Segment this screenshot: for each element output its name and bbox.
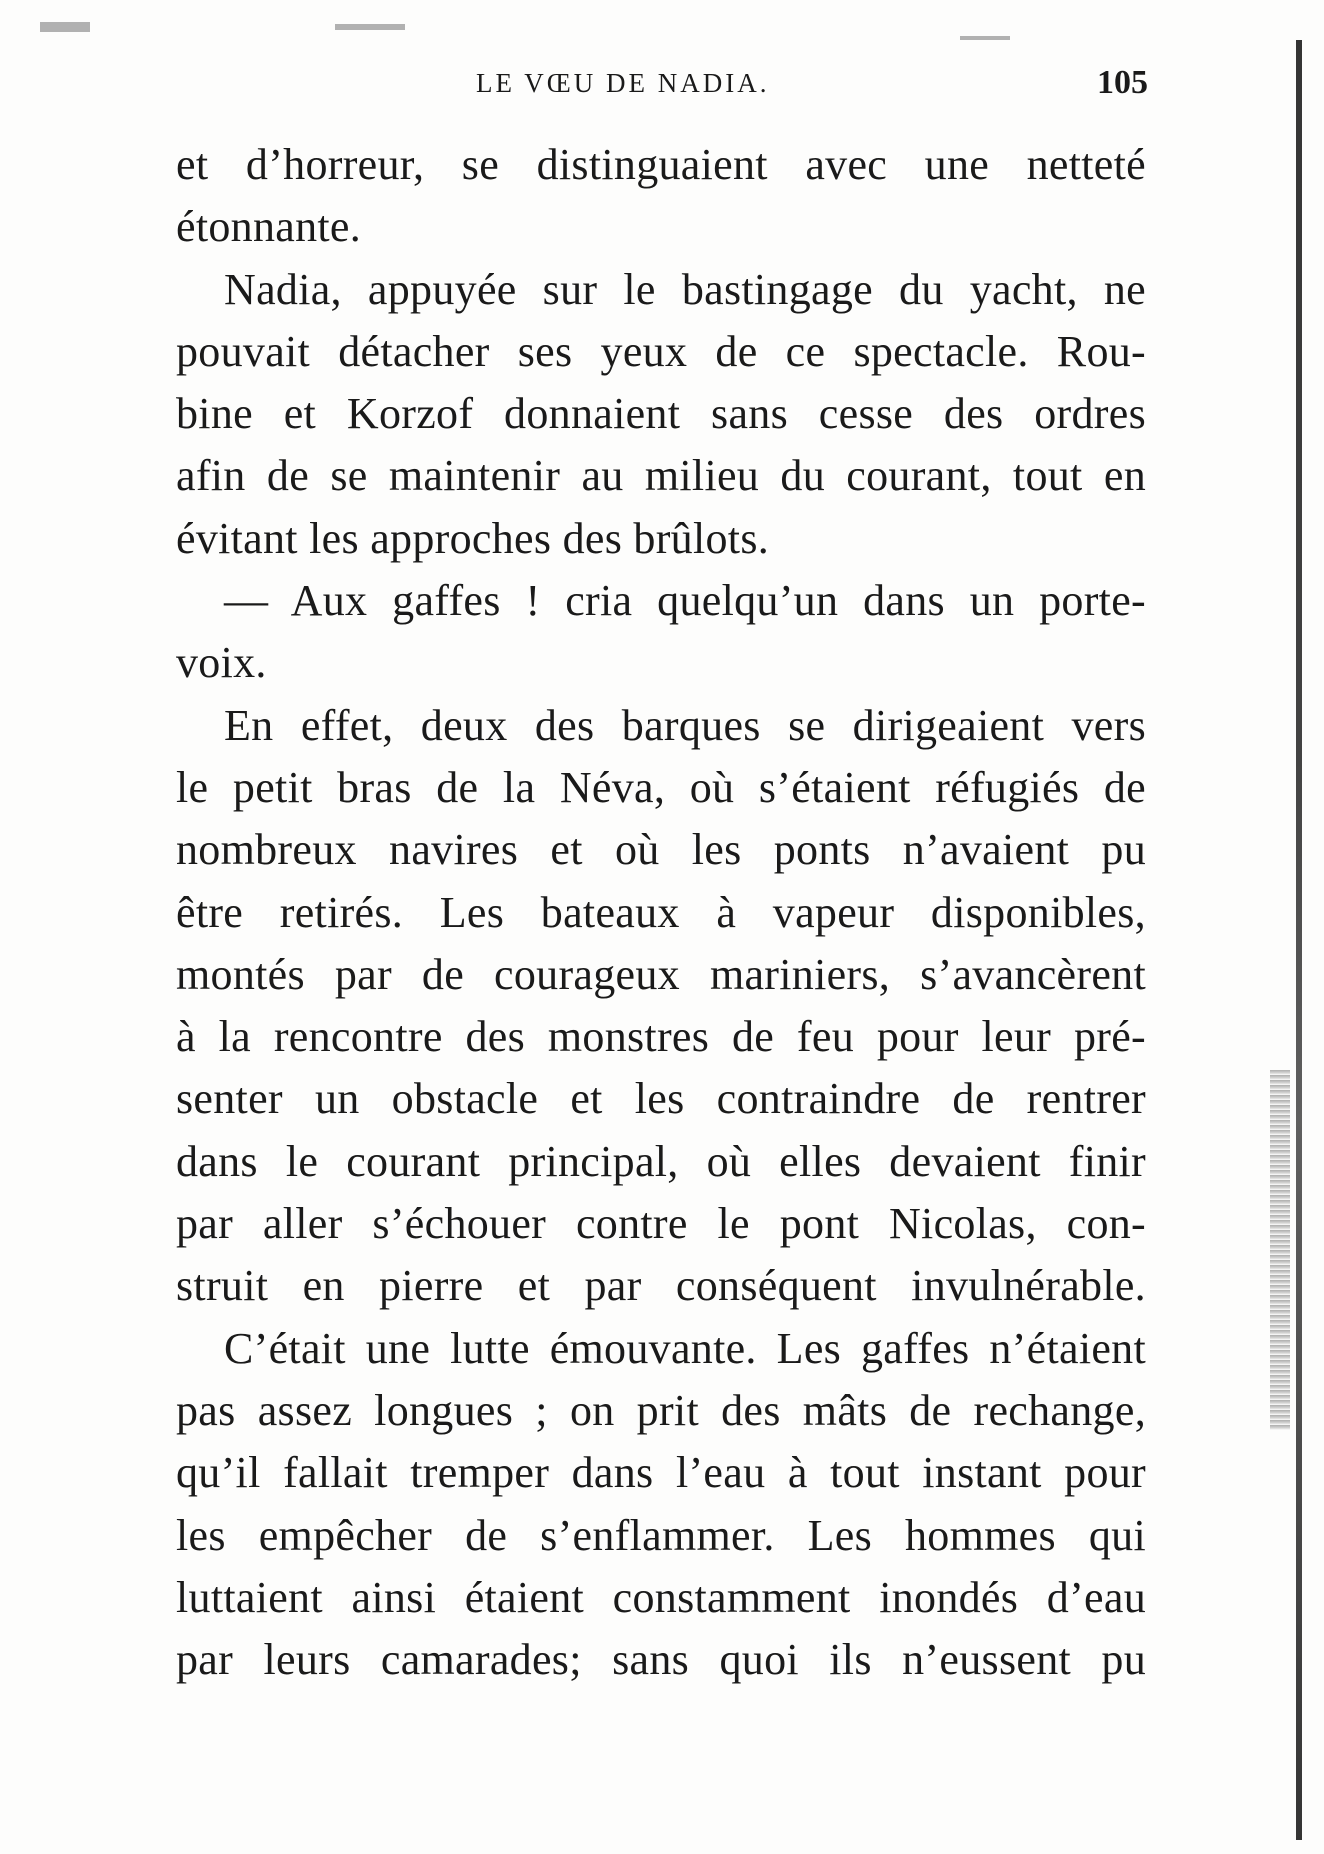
scan-smudge-top-left <box>40 22 90 32</box>
text-line: struit en pierre et par conséquent invulnérable. <box>176 1261 1146 1311</box>
running-head <box>176 64 1148 108</box>
text-line: C’était une lutte émouvante. Les gaffes n’étaient <box>224 1323 1146 1373</box>
text-line: par aller s’échouer contre le pont Nicolas, con- <box>176 1199 1146 1249</box>
text-line: les empêcher de s’enflammer. Les hommes qui <box>176 1510 1146 1560</box>
text-line: Nadia, appuyée sur le bastingage du yacht, ne <box>224 264 1146 314</box>
text-line: qu’il fallait tremper dans l’eau à tout instant pour <box>176 1448 1146 1498</box>
text-line: être retirés. Les bateaux à vapeur disponibles, <box>176 887 1146 937</box>
text-line: le petit bras de la Néva, où s’étaient réfugiés de <box>176 762 1146 812</box>
page-spine-noise <box>1270 1070 1290 1430</box>
text-line: pouvait détacher ses yeux de ce spectacle. Rou- <box>176 326 1146 376</box>
text-line: senter un obstacle et les contraindre de rentrer <box>176 1074 1146 1124</box>
text-line: par leurs camarades; sans quoi ils n’eussent pu <box>176 1635 1146 1685</box>
scan-smudge-top-center <box>335 24 405 30</box>
scan-smudge-top-right <box>960 36 1010 40</box>
text-line: bine et Korzof donnaient sans cesse des ordres <box>176 389 1146 439</box>
text-line: afin de se maintenir au milieu du courant, tout en <box>176 451 1146 501</box>
text-line: voix. <box>176 638 267 688</box>
running-title: LE VŒU DE NADIA. <box>476 68 770 98</box>
body-text <box>176 134 1146 1691</box>
text-line: évitant les approches des brûlots. <box>176 513 770 563</box>
page-spine-shadow <box>1296 40 1302 1840</box>
text-line: nombreux navires et où les ponts n’avaient pu <box>176 825 1146 875</box>
text-line: dans le courant principal, où elles devaient finir <box>176 1136 1146 1186</box>
text-line: — Aux gaffes ! cria quelqu’un dans un porte- <box>224 576 1146 626</box>
text-line: à la rencontre des monstres de feu pour leur pré- <box>176 1012 1146 1062</box>
text-line: pas assez longues ; on prit des mâts de rechange, <box>176 1385 1146 1435</box>
page-number: 105 <box>1097 64 1148 101</box>
text-line: montés par de courageux mariniers, s’avancèrent <box>176 949 1146 999</box>
text-line: luttaient ainsi étaient constamment inondés d’eau <box>176 1572 1146 1622</box>
text-line: et d’horreur, se distinguaient avec une netteté <box>176 140 1146 189</box>
text-line: En effet, deux des barques se dirigeaient vers <box>224 700 1146 750</box>
text-line: étonnante. <box>176 202 362 252</box>
